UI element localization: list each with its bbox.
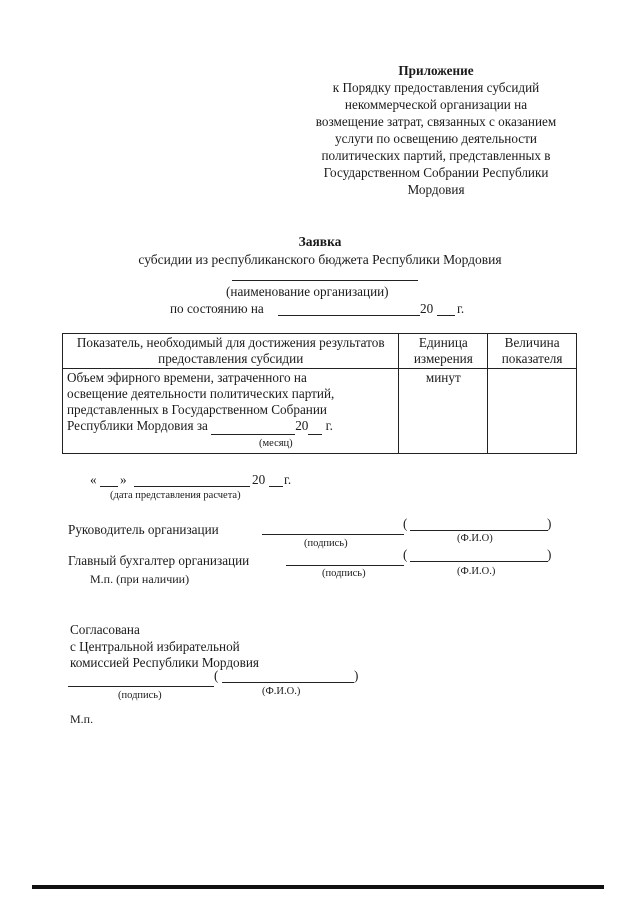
date-year-field[interactable]	[269, 486, 283, 487]
document-subtitle: субсидии из республиканского бюджета Республики Мордовия	[138, 252, 502, 267]
date-caption: (дата представления расчета)	[110, 490, 241, 501]
row-year-prefix: 20	[295, 418, 309, 433]
date-close-quote: »	[120, 472, 127, 487]
as-of-year-prefix: 20	[420, 301, 434, 316]
indicator-line: представленных в Государственном Собрании	[67, 402, 327, 417]
date-year-prefix: 20	[252, 472, 266, 487]
head-label: Руководитель организации	[68, 522, 219, 537]
approval-fio-line[interactable]	[222, 682, 354, 683]
as-of-label: по состоянию на	[170, 301, 264, 316]
value-cell[interactable]	[488, 369, 577, 454]
indicator-line: Республики Мордовия за	[67, 418, 208, 433]
approval-fio-caption: (Ф.И.О.)	[262, 686, 301, 697]
table-header-unit: Единица измерения	[399, 334, 488, 369]
head-fio-line[interactable]	[410, 530, 548, 531]
table-header-indicator: Показатель, необходимый для достижения результатов предоставления субсидии	[63, 334, 399, 369]
row-year-suffix: г.	[325, 418, 333, 433]
approval-signature-line[interactable]	[68, 686, 214, 687]
as-of-date-line[interactable]	[278, 315, 420, 316]
approval-fio-close-paren: )	[354, 668, 359, 683]
appendix-line: Мордовия	[407, 182, 465, 197]
as-of-year-line[interactable]	[437, 315, 455, 316]
appendix-line: Государственном Собрании Республики	[323, 165, 549, 180]
indicator-table	[62, 333, 577, 454]
accountant-sign-caption: (подпись)	[322, 568, 366, 579]
seal-note: М.п. (при наличии)	[90, 572, 190, 586]
approval-line: с Центральной избирательной	[70, 639, 240, 654]
appendix-line: политических партий, представленных в	[321, 148, 551, 163]
appendix-line: возмещение затрат, связанных с оказанием	[315, 114, 557, 129]
indicator-line: освещение деятельности политических партий,	[67, 386, 335, 401]
org-name-line[interactable]	[232, 280, 418, 281]
appendix-block	[285, 62, 587, 198]
date-year-suffix: г.	[284, 472, 292, 487]
month-field[interactable]	[211, 418, 295, 435]
head-fio-open-paren: (	[403, 516, 408, 531]
approval-line: комиссией Республики Мордовия	[70, 655, 259, 670]
indicator-description-cell	[63, 369, 399, 454]
appendix-line: некоммерческой организации на	[344, 97, 528, 112]
indicator-line: Объем эфирного времени, затраченного на	[67, 370, 307, 385]
approval-line: Согласована	[70, 622, 140, 637]
accountant-fio-line[interactable]	[410, 561, 548, 562]
head-fio-caption: (Ф.И.О)	[457, 533, 493, 544]
approval-seal: М.п.	[70, 712, 94, 726]
accountant-fio-close-paren: )	[547, 547, 552, 562]
as-of-year-suffix: г.	[457, 301, 465, 316]
head-signature-line[interactable]	[262, 534, 404, 535]
approval-fio-open-paren: (	[214, 668, 219, 683]
appendix-line: к Порядку предоставления субсидий	[332, 80, 540, 95]
accountant-fio-open-paren: (	[403, 547, 408, 562]
approval-sign-caption: (подпись)	[118, 690, 162, 701]
accountant-fio-caption: (Ф.И.О.)	[457, 566, 496, 577]
table-row	[63, 369, 577, 454]
appendix-heading: Приложение	[398, 63, 474, 78]
table-header-value: Величина показателя	[488, 334, 577, 369]
row-year-field[interactable]	[308, 418, 322, 435]
month-field-date[interactable]	[134, 486, 250, 487]
org-name-caption: (наименование организации)	[226, 284, 389, 299]
accountant-label: Главный бухгалтер организации	[68, 553, 250, 568]
month-caption: (месяц)	[259, 438, 293, 449]
day-field[interactable]	[100, 486, 118, 487]
scan-bottom-border	[32, 885, 604, 889]
appendix-line: услуги по освещению деятельности	[335, 131, 537, 146]
document-title: Заявка	[298, 234, 342, 249]
accountant-signature-line[interactable]	[286, 565, 404, 566]
head-sign-caption: (подпись)	[304, 538, 348, 549]
head-fio-close-paren: )	[547, 516, 552, 531]
date-open-quote: «	[90, 472, 97, 487]
unit-cell: минут	[399, 369, 488, 454]
